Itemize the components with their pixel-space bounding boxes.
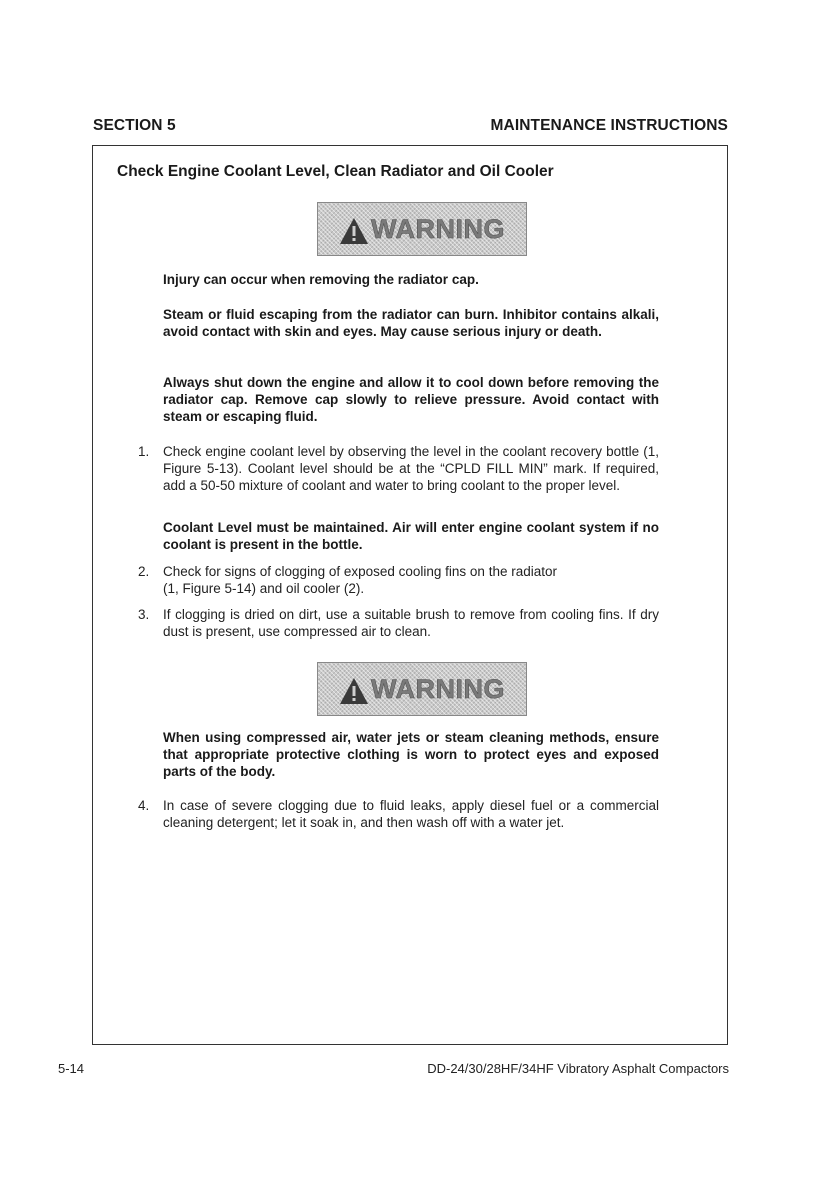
step-number: 1. xyxy=(138,444,150,459)
step-number: 2. xyxy=(138,564,150,579)
warning-text-injury: Injury can occur when removing the radiator cap. xyxy=(163,272,479,287)
step-text: In case of severe clogging due to fluid leaks, apply diesel fuel or a commercial cleaning detergent; let it soak in, and then wash off with a water jet. xyxy=(163,798,659,830)
step-number: 4. xyxy=(138,798,150,813)
step-number: 3. xyxy=(138,607,150,622)
step-note: Coolant Level must be maintained. Air will enter engine coolant system if no coolant is present in the bottle. xyxy=(163,520,659,552)
warning-label: WARNING xyxy=(371,673,505,704)
warning-label: WARNING xyxy=(371,213,505,244)
warning-banner xyxy=(317,662,527,716)
step-text: Check engine coolant level by observing the level in the coolant recovery bottle (1, Figure 5-13). Coolant level should be at the “CPLD FILL MIN” mark. If required, add a 50-50 mixture of coolant and water to bring coolant to the proper level. xyxy=(163,444,659,493)
warning-text-steam: Steam or fluid escaping from the radiator can burn. Inhibitor contains alkali, avoid contact with skin and eyes. May cause serious injury or death. xyxy=(163,307,659,339)
warning-text-shutdown: Always shut down the engine and allow it to cool down before removing the radiator cap. Remove cap slowly to relieve pressure. Avoid contact with steam or escaping fluid. xyxy=(163,375,659,424)
chapter-title: MAINTENANCE INSTRUCTIONS xyxy=(490,117,728,134)
step-text: Check for signs of clogging of exposed cooling fins on the radiator xyxy=(163,564,557,579)
step-text-continued: (1, Figure 5-14) and oil cooler (2). xyxy=(163,581,365,596)
page-title: Check Engine Coolant Level, Clean Radiator and Oil Cooler xyxy=(117,163,554,180)
manual-title: DD-24/30/28HF/34HF Vibratory Asphalt Compactors xyxy=(427,1061,729,1076)
warning-banner xyxy=(317,202,527,256)
section-label: SECTION 5 xyxy=(93,117,176,134)
page-number: 5-14 xyxy=(58,1061,85,1076)
warning-triangle-icon xyxy=(339,677,369,705)
warning-text-compressed-air: When using compressed air, water jets or steam cleaning methods, ensure that appropriate protective clothing is worn to protect eyes and exposed parts of the body. xyxy=(163,730,659,779)
step-text: If clogging is dried on dirt, use a suitable brush to remove from cooling fins. If dry dust is present, use compressed air to clean. xyxy=(163,607,659,639)
warning-triangle-icon xyxy=(339,217,369,245)
